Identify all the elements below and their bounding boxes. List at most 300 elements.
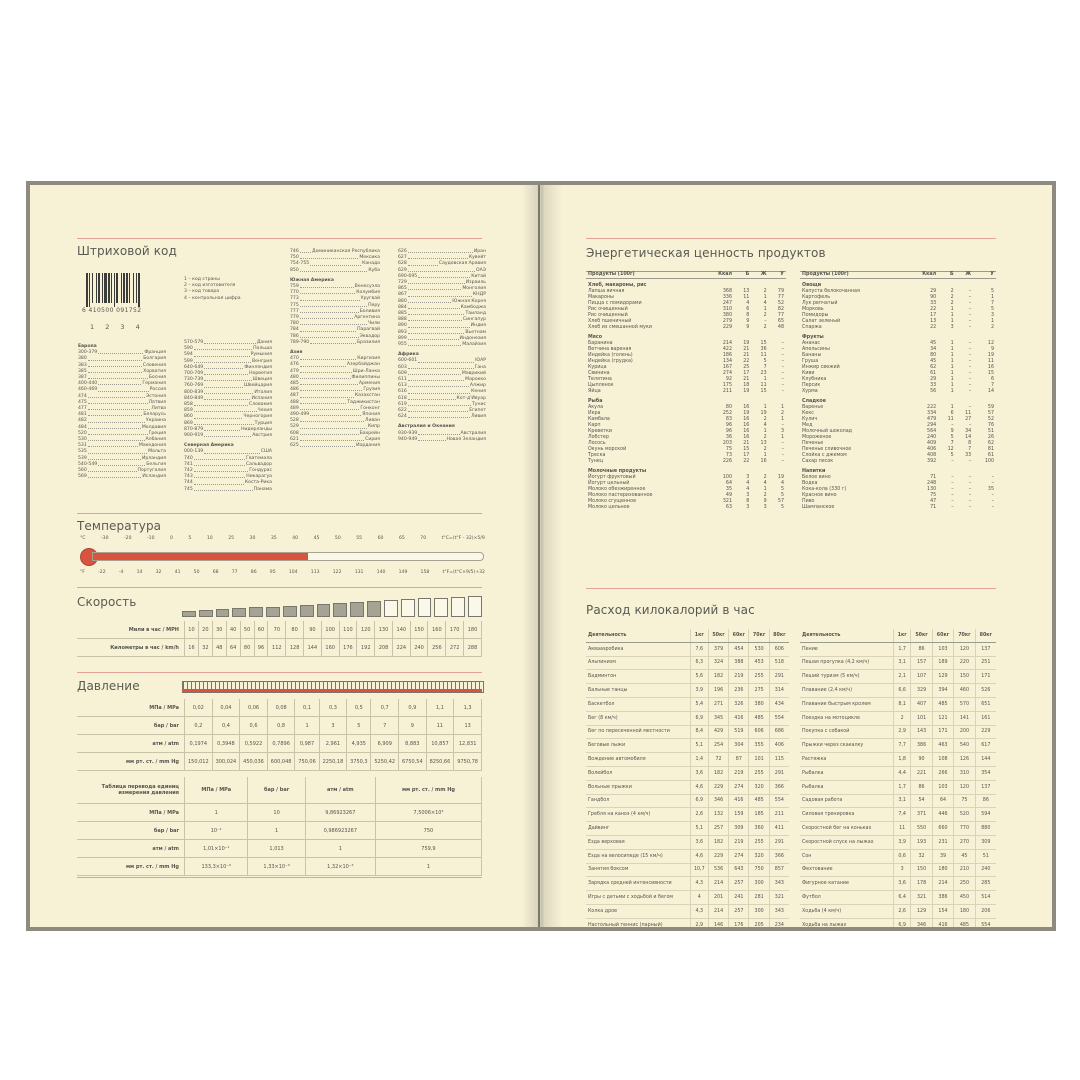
activity-value: 366 (769, 849, 789, 863)
activity-value: 355 (749, 739, 769, 753)
food-name: Баранина (588, 341, 613, 346)
table-header-row (586, 629, 789, 642)
leader-dots (204, 390, 253, 394)
speed-bar-icons (182, 595, 482, 617)
food-value: 3 (950, 325, 954, 330)
country-code: 859 (184, 408, 193, 414)
activity-row (586, 656, 789, 670)
food-name: Хлеб пшеничный (588, 319, 632, 324)
food-name: Бананы (802, 353, 822, 358)
country-code: 869 (184, 420, 193, 426)
food-value: 247 (722, 301, 733, 306)
country-code: 729 (398, 280, 407, 286)
food-value: 1 (950, 383, 954, 388)
leader-dots (300, 315, 353, 319)
food-value: – (968, 301, 972, 306)
table-cell: 240 (410, 639, 428, 657)
food-value: 48 (777, 325, 784, 330)
activity-value: 3,9 (690, 684, 708, 698)
activity-value: 750 (749, 863, 769, 877)
food-value: 3 (746, 475, 750, 480)
country-code: 627 (398, 255, 407, 261)
activity-value: 880 (975, 822, 996, 836)
category-row (800, 331, 996, 341)
food-name: Кока-кола (330 г) (802, 487, 847, 492)
food-value: 83 (725, 417, 733, 422)
leader-dots (88, 394, 145, 398)
activity-value: 271 (708, 697, 728, 711)
country-name: Греция (148, 430, 166, 436)
activity-row (800, 697, 996, 711)
food-value: – (781, 383, 784, 388)
food-value: 1 (763, 487, 767, 492)
activity-value: 3,9 (894, 835, 911, 849)
leader-dots (408, 383, 469, 387)
barcode-bars (84, 273, 164, 307)
activity-name: Садовая работа (800, 794, 894, 808)
table-header-cell: 1кг (690, 629, 708, 642)
activity-row (586, 780, 789, 794)
table-cell: 300,024 (212, 753, 240, 771)
fahrenheit-tick: t°F=(t°C×9/5)+32 (442, 570, 485, 575)
table-cell: 600,048 (267, 753, 295, 771)
food-value: 11 (760, 353, 767, 358)
food-value: 1 (763, 377, 767, 382)
activity-row (800, 794, 996, 808)
food-value: 274 (722, 371, 733, 376)
barcode-graphic (84, 273, 164, 307)
table-header-cell: 50кг (911, 629, 932, 642)
leader-dots (88, 437, 145, 441)
food-value: 368 (722, 289, 733, 294)
food-value: 3 (780, 429, 784, 434)
country-code: 616 (398, 389, 407, 395)
country-code: 759 (290, 284, 299, 290)
food-name: Лапша яичная (588, 289, 625, 294)
food-value: 96 (725, 429, 733, 434)
activity-name: Дайвинг (586, 822, 690, 836)
activity-value: 300 (749, 904, 769, 918)
activity-name: Езда на велосипеде (15 км/ч) (586, 849, 690, 863)
fahrenheit-tick: -4 (118, 570, 124, 575)
table-cell: 0,6 (240, 717, 268, 735)
activity-name: Плавание быстрым кролем (800, 697, 894, 711)
food-value: 11 (947, 417, 954, 422)
food-value: 62 (987, 441, 994, 446)
food-name: Рис очищенный (588, 313, 628, 318)
food-value: – (781, 347, 784, 352)
table-cell: 9,86923267 (305, 804, 375, 822)
country-name: ЮАР (475, 358, 486, 364)
table-cell: 0,3 (319, 699, 347, 717)
activity-value: 266 (932, 766, 953, 780)
table-cell: 160 (321, 639, 339, 657)
country-code: 600-601 (398, 358, 418, 364)
food-name: Тунец (588, 459, 604, 464)
food-value: 19 (777, 475, 784, 480)
food-name: Ветчина вареная (588, 347, 632, 352)
country-name: Тунис (471, 401, 486, 407)
activity-value: 446 (932, 808, 953, 822)
speed-bar-icon (401, 599, 415, 617)
activity-value: 45 (954, 849, 975, 863)
barcode-bar (96, 273, 97, 303)
activity-value: 394 (932, 684, 953, 698)
leader-dots (408, 268, 475, 272)
activity-value: 241 (729, 891, 749, 905)
activity-value: 51 (975, 849, 996, 863)
region-heading: Австралия и Океания (398, 424, 455, 430)
leader-dots (418, 437, 445, 441)
country-code-row (290, 443, 380, 449)
food-value: 1 (950, 377, 954, 382)
food-value: 380 (722, 313, 733, 318)
country-name: Гана (474, 364, 486, 370)
leader-dots (408, 396, 456, 400)
food-value: 51 (987, 429, 994, 434)
table-cell: 64 (226, 639, 240, 657)
barcode-country-column-2 (184, 340, 272, 493)
country-code: 860 (184, 414, 193, 420)
food-value: 15 (987, 371, 994, 376)
food-name: Капуста белокочанная (802, 289, 860, 294)
food-value: – (968, 365, 972, 370)
food-value: 2 (950, 289, 954, 294)
table-cell: 70 (268, 621, 286, 639)
activity-value: 1,7 (894, 642, 911, 656)
section-rule (77, 513, 482, 514)
table-cell: 0,08 (267, 699, 295, 717)
table-cell: 450,036 (240, 753, 268, 771)
speed-bar-icon (350, 602, 364, 617)
country-name: Македония (138, 443, 166, 449)
speed-table (77, 621, 482, 657)
food-value: 12 (987, 341, 994, 346)
country-name: Албания (145, 437, 166, 443)
leader-dots (204, 396, 250, 400)
food-value: 81 (987, 447, 994, 452)
food-value: 11 (965, 411, 972, 416)
category-row (800, 395, 996, 405)
food-value: 57 (987, 411, 994, 416)
food-value: 52 (987, 417, 994, 422)
food-value: 45 (930, 359, 937, 364)
food-value: 96 (725, 423, 733, 428)
country-name: Австралия (460, 430, 486, 436)
activity-row (586, 863, 789, 877)
country-name: Гондурас (249, 468, 272, 474)
food-name: Индейка (голень) (588, 353, 633, 358)
food-value: 16 (743, 429, 750, 434)
table-row (77, 735, 482, 753)
activity-value: 270 (954, 835, 975, 849)
activity-value: 196 (708, 684, 728, 698)
activity-value: 11 (894, 822, 911, 836)
activity-value: 5,1 (690, 822, 708, 836)
country-name: Швейцария (243, 383, 272, 389)
activity-row (586, 849, 789, 863)
barcode-bar (126, 273, 128, 303)
food-value: 3 (746, 505, 750, 510)
food-value: 61 (930, 371, 937, 376)
food-value: 2 (763, 313, 767, 318)
country-name: Мальта (148, 449, 166, 455)
leader-dots (204, 377, 251, 381)
fahrenheit-tick: 14 (136, 570, 143, 575)
table-cell: 13 (454, 717, 482, 735)
activity-name: Бальные танцы (586, 684, 690, 698)
activity-value: 514 (975, 891, 996, 905)
fahrenheit-tick: 68 (212, 570, 219, 575)
activity-value: 219 (729, 835, 749, 849)
barcode-bar (89, 273, 90, 307)
food-value: 1 (763, 453, 767, 458)
food-name: Сахар песок (802, 459, 834, 464)
activity-value: 144 (975, 753, 996, 767)
food-value: 310 (722, 307, 733, 312)
activity-name: Рыбалка (800, 780, 894, 794)
speed-bar-icon (384, 600, 398, 617)
calories-table-right (800, 629, 996, 927)
country-code: 594 (184, 352, 193, 358)
table-cell: 7,5006×10³ (375, 804, 481, 822)
country-name: Камбоджа (460, 304, 486, 310)
food-value: – (968, 505, 972, 510)
activity-value: 4,3 (690, 904, 708, 918)
country-name: Алжир (469, 383, 486, 389)
table-cell: 0,02 (185, 699, 213, 717)
activity-value: 257 (708, 822, 728, 836)
country-code: 777 (290, 308, 299, 314)
leader-dots (88, 369, 142, 373)
table-cell: 0,04 (212, 699, 240, 717)
activity-value: 2 (894, 711, 911, 725)
activity-value: 388 (729, 656, 749, 670)
food-value: 7 (990, 301, 994, 306)
leader-dots (300, 437, 364, 441)
leader-dots (88, 406, 151, 410)
food-value: 7 (990, 383, 994, 388)
activity-value: 520 (954, 808, 975, 822)
table-cell: 80 (240, 639, 254, 657)
country-name: Болгария (143, 356, 166, 362)
food-value: 16 (987, 365, 994, 370)
food-value: 75 (930, 493, 937, 498)
table-cell: 0,8 (267, 717, 295, 735)
leader-dots (408, 365, 474, 369)
activity-row (586, 753, 789, 767)
table-cell: 750,06 (295, 753, 319, 771)
leader-dots (300, 369, 352, 373)
activity-name: Бег по пересеченной местности (586, 725, 690, 739)
food-value: 1 (950, 341, 954, 346)
country-code: 750 (290, 255, 299, 261)
food-row (800, 505, 996, 511)
barcode-part-labels: 1 2 3 4 (90, 323, 140, 331)
activity-row (800, 904, 996, 918)
food-value: 408 (927, 453, 937, 458)
table-cell: 1,1 (426, 699, 454, 717)
food-value: – (968, 313, 972, 318)
activity-value: 229 (708, 780, 728, 794)
country-code: 800-839 (184, 389, 204, 395)
table-header-cell: У (769, 272, 786, 279)
country-code: 619 (398, 401, 407, 407)
country-name: Австрия (252, 433, 272, 439)
speed-bar-icon (300, 605, 314, 617)
food-value: 1 (990, 295, 994, 300)
activity-value: 554 (769, 711, 789, 725)
table-cell: 1 (295, 717, 319, 735)
country-code: 865 (398, 286, 407, 292)
barcode-legend-item: 2 – код изготовителя (184, 283, 236, 289)
activity-row (800, 808, 996, 822)
table-cell: 130 (375, 621, 393, 639)
activity-value: 8,4 (690, 725, 708, 739)
country-name: Гватемала (246, 455, 272, 461)
activity-row (586, 684, 789, 698)
food-name: Кулич (802, 417, 818, 422)
activity-value: 234 (769, 918, 789, 927)
leader-dots (408, 330, 465, 334)
country-code: 611 (398, 377, 407, 383)
activity-value: 240 (975, 863, 996, 877)
food-value: – (951, 423, 954, 428)
country-code: 535 (78, 449, 87, 455)
food-value: – (991, 481, 994, 486)
table-cell: 288 (464, 639, 482, 657)
country-code: 741 (184, 461, 193, 467)
table-cell: 10 (248, 804, 305, 822)
country-code-row (184, 487, 272, 493)
food-value: 226 (722, 459, 733, 464)
food-value: 248 (927, 481, 937, 486)
table-cell: 1 (305, 840, 375, 858)
country-code: 760-769 (184, 383, 204, 389)
table-row (77, 639, 482, 657)
table-cell: 8,883 (399, 735, 427, 753)
table-row (77, 621, 482, 639)
table-cell: 16 (185, 639, 199, 657)
activity-name: Альпинизм (586, 656, 690, 670)
activity-row (800, 753, 996, 767)
activity-value: 519 (729, 725, 749, 739)
food-value: 2 (990, 325, 994, 330)
table-cell: 1,33×10⁻³ (248, 858, 305, 876)
food-name: Хлеб из смешанной муки (588, 325, 652, 330)
category-label: Сладкое (802, 399, 826, 404)
country-code: 840-849 (184, 395, 204, 401)
activity-name: Фехтование (800, 863, 894, 877)
category-row (800, 465, 996, 475)
speed-bar-icon (418, 598, 432, 617)
country-code-row (398, 437, 486, 443)
section-rule (586, 588, 996, 589)
leader-dots (408, 261, 438, 265)
table-cell: 256 (428, 639, 446, 657)
leader-dots (300, 431, 359, 435)
country-code: 625 (290, 443, 299, 449)
fahrenheit-tick: 149 (398, 570, 408, 575)
country-code: 488 (290, 399, 299, 405)
food-value: – (968, 359, 972, 364)
activity-row (800, 822, 996, 836)
country-code: 539 (78, 455, 87, 461)
food-value: – (781, 371, 784, 376)
food-name: Персик (802, 383, 821, 388)
row-label: мм рт. ст. / mm Hg (77, 753, 185, 771)
table-cell: 4,935 (347, 735, 371, 753)
activity-value: 329 (911, 684, 932, 698)
table-header-cell: Б (938, 272, 956, 279)
food-value: 13 (930, 319, 937, 324)
activity-name: Поездка на мотоцикле (800, 711, 894, 725)
leader-dots (300, 284, 354, 288)
country-code: 400-440 (78, 381, 98, 387)
speed-bar-icon (249, 607, 263, 617)
country-name: Индонезия (459, 335, 486, 341)
fahrenheit-tick: -22 (98, 570, 106, 575)
table-cell: 1,32×10⁻³ (305, 858, 375, 876)
country-name: Египет (469, 408, 486, 414)
activity-value: 154 (932, 904, 953, 918)
table-cell: 32 (198, 639, 212, 657)
food-name: Акула (588, 405, 604, 410)
leader-dots (300, 387, 363, 391)
section-rule (77, 672, 482, 673)
food-name: Лук репчатый (802, 301, 838, 306)
country-name: Дания (256, 340, 272, 345)
country-name: Словения (142, 362, 166, 368)
activity-value: 129 (932, 670, 953, 684)
activity-name: Ходьба на лыжах (800, 918, 894, 927)
activity-name: Плавание (2,4 км/ч) (800, 684, 894, 698)
food-value: 14 (987, 389, 994, 394)
country-name: Кувейт (468, 255, 486, 261)
food-value: 1 (990, 319, 994, 324)
barcode-legend-item: 3 – код товара (184, 289, 220, 295)
food-value: 134 (722, 359, 733, 364)
food-value: – (968, 383, 972, 388)
celsius-tick: 70 (420, 536, 427, 541)
food-name: Картофель (802, 295, 831, 300)
celsius-tick: 50 (334, 536, 341, 541)
food-value: – (968, 389, 972, 394)
food-value: 21 (743, 353, 750, 358)
activity-value: 460 (954, 684, 975, 698)
food-name: Молоко сгущенное (588, 499, 637, 504)
country-name: Литва (151, 406, 166, 412)
country-name: Панама (253, 486, 272, 492)
category-label: Овощи (802, 283, 822, 288)
food-name: Красное вино (802, 493, 837, 498)
country-name: Киргизия (357, 356, 380, 362)
activity-value: 7,6 (690, 642, 708, 656)
celsius-tick: t°C=(t°F - 32)×5/9 (441, 536, 485, 541)
leader-dots (194, 414, 243, 418)
activity-value: 485 (954, 918, 975, 927)
food-value: 240 (927, 435, 937, 440)
food-name: Индейка (грудка) (588, 359, 633, 364)
table-cell: 5 (347, 717, 371, 735)
table-header-cell: 60кг (729, 629, 749, 642)
fahrenheit-tick: 113 (310, 570, 320, 575)
table-cell: 1,3 (454, 699, 482, 717)
celsius-tick: °C (80, 536, 86, 541)
activity-row (800, 863, 996, 877)
country-name: Аргентина (354, 315, 380, 321)
leader-dots (408, 317, 462, 321)
